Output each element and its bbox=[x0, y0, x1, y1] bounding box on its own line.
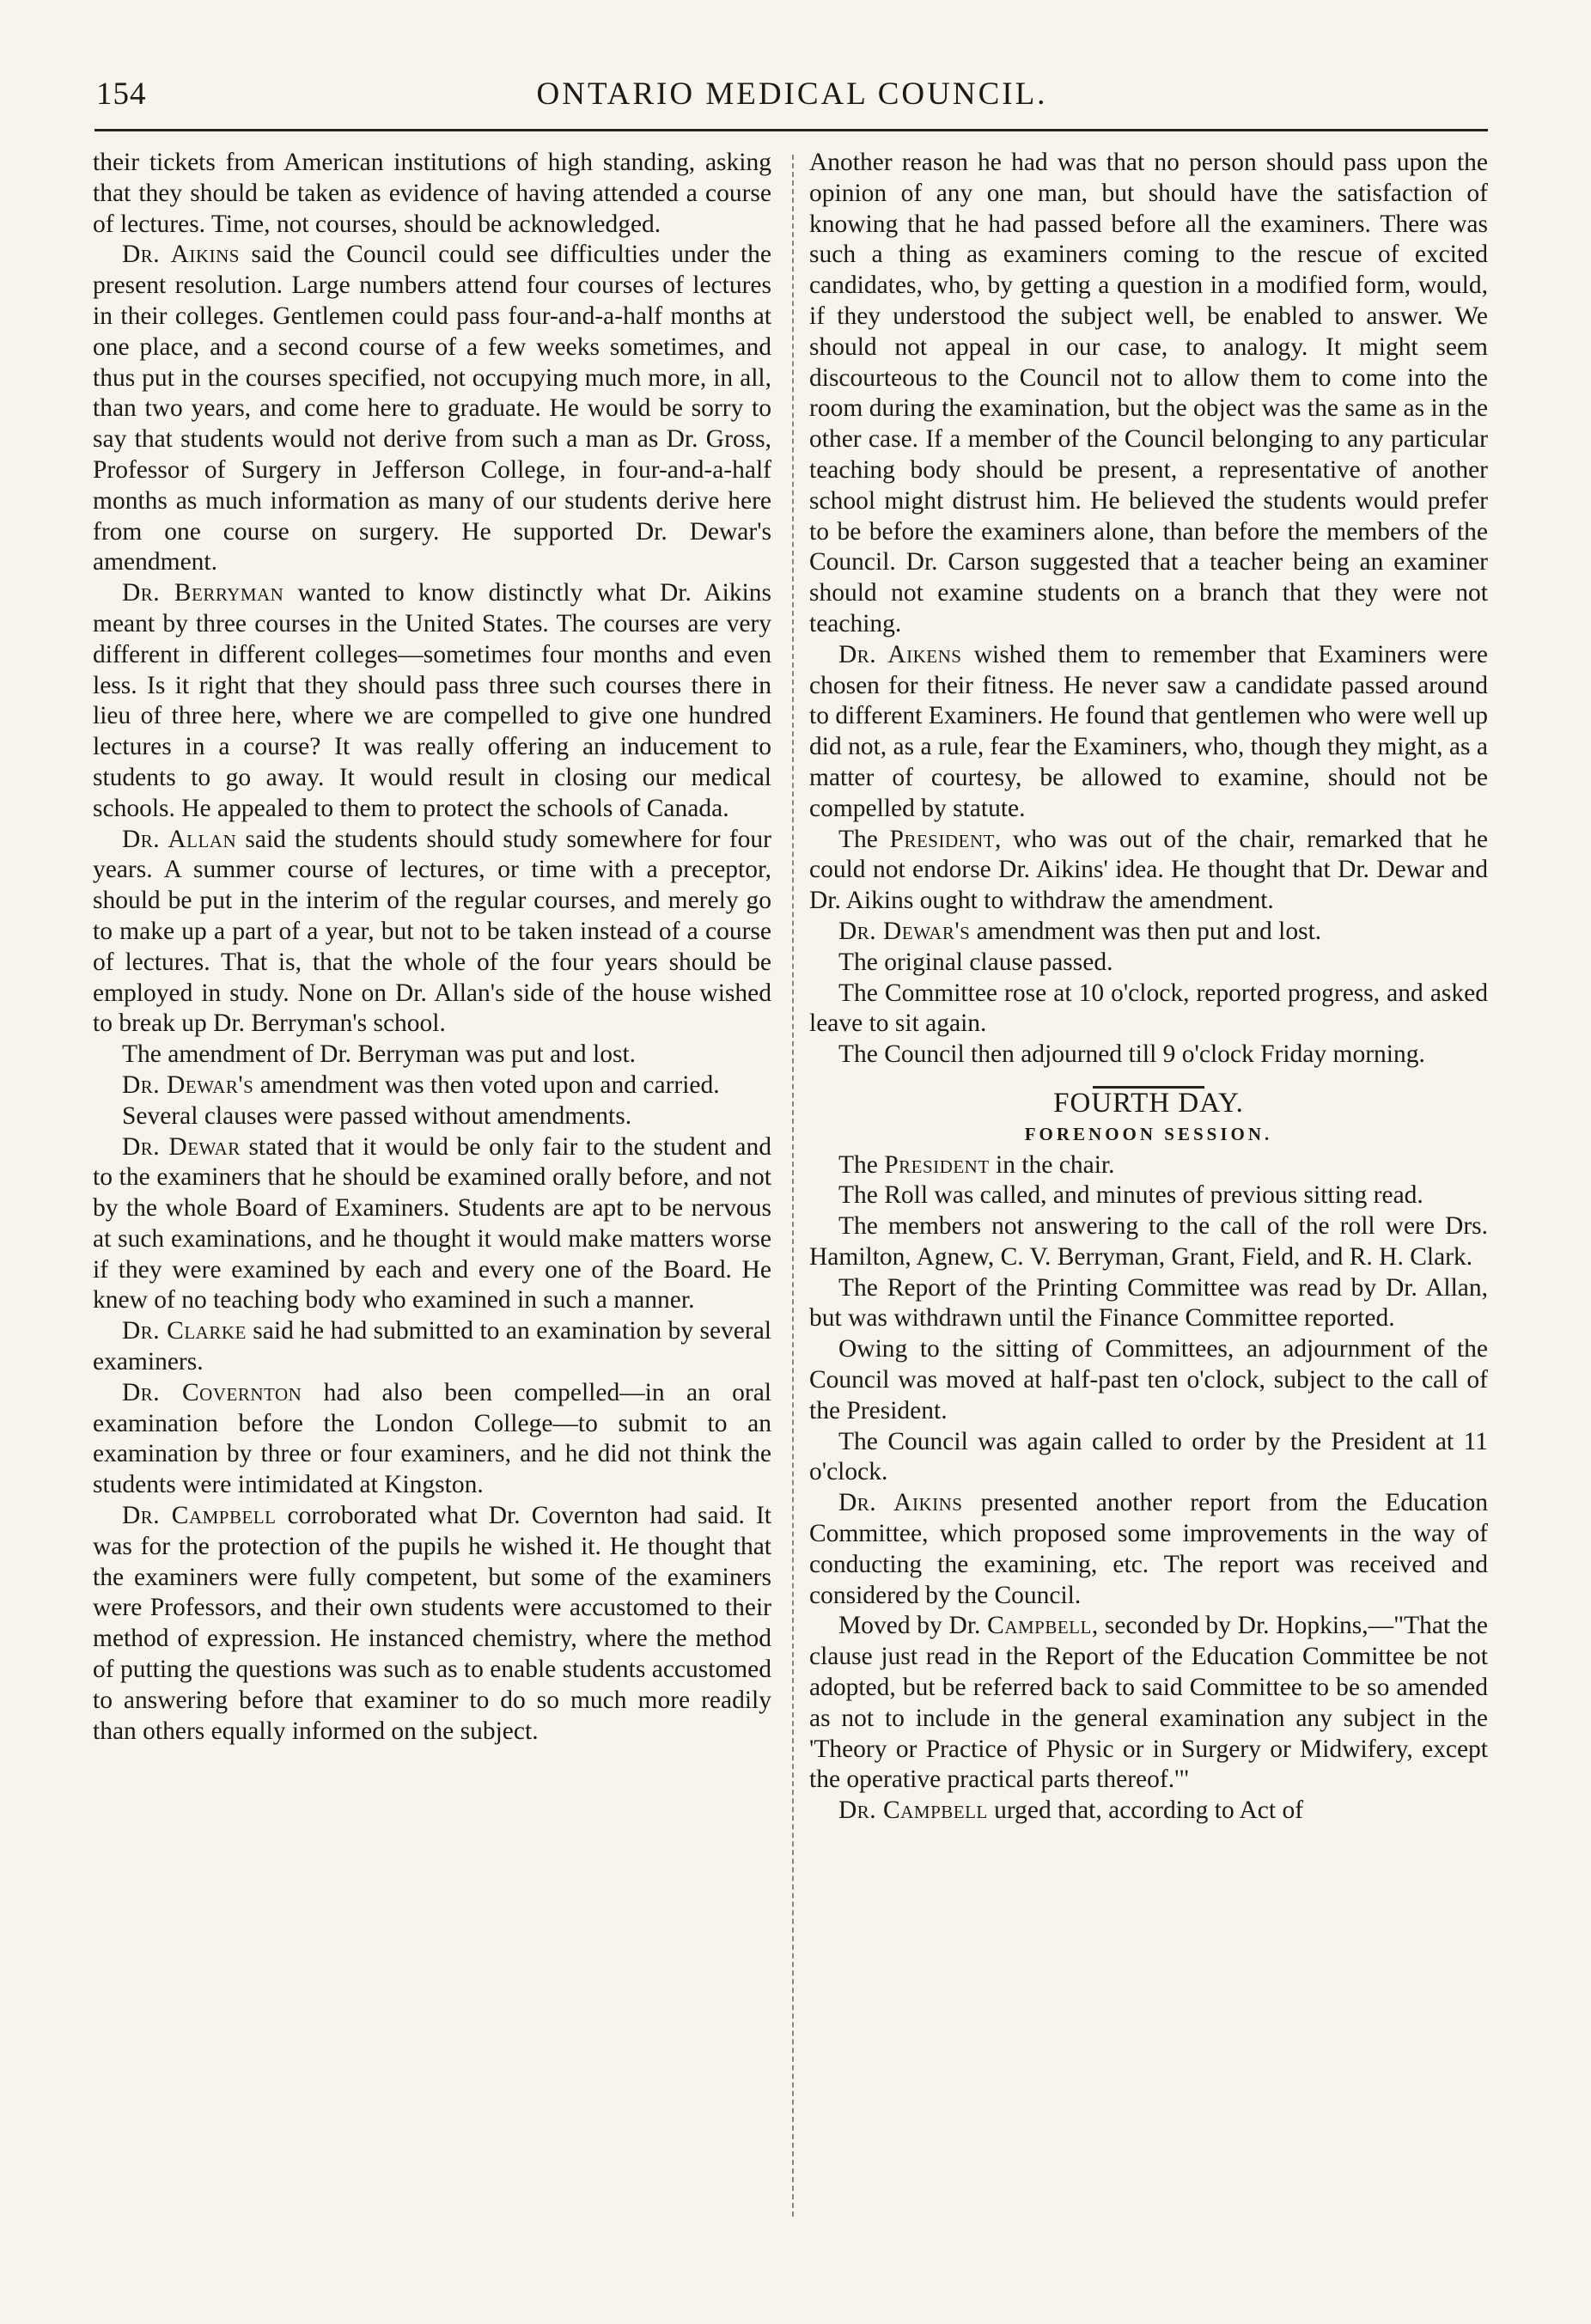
paragraph-text: stated that it would be only fair to the student and to the examiners that he should be examined orally before, and not by the whole Board of Examiners. Students are apt to be nervous at such examinations, and he thought it would make matters worse if they were examined by each and every one of the Board. He knew of no teaching body who examined in such a manner. bbox=[93, 1132, 771, 1314]
paragraph-text: The Roll was called, and minutes of previous sitting read. bbox=[838, 1181, 1423, 1210]
speaker-name: Dr. Dewar's bbox=[838, 917, 971, 945]
paragraph-text: The Council was again called to order by the President at 11 o'clock. bbox=[809, 1427, 1488, 1486]
paragraph-text: their tickets from American institutions of high standing, asking that they should be taken as evidence of having attended a course of lectures. Time, not courses, should be acknowledged. bbox=[93, 149, 771, 238]
paragraph bbox=[809, 948, 1488, 979]
paragraph bbox=[809, 1796, 1488, 1827]
speaker-name: Dr. Campbell bbox=[122, 1502, 277, 1530]
paragraph bbox=[809, 1488, 1488, 1611]
paragraph bbox=[93, 1378, 771, 1501]
running-title: ONTARIO MEDICAL COUNCIL. bbox=[536, 76, 1048, 112]
paragraph bbox=[809, 1040, 1488, 1071]
paragraph-text: presented another report from the Education Committee, which proposed some improvements in the way of conducting the examining, etc. The report was received and considered by the Council. bbox=[809, 1489, 1489, 1609]
paragraph bbox=[809, 825, 1488, 917]
paragraph bbox=[809, 640, 1488, 825]
paragraph bbox=[809, 1611, 1488, 1796]
paragraph bbox=[93, 825, 771, 1040]
speaker-name: President bbox=[889, 825, 995, 853]
paragraph bbox=[93, 1071, 771, 1101]
paragraph-text: amendment was then put and lost. bbox=[970, 917, 1322, 945]
header-rule bbox=[94, 129, 1488, 131]
paragraph bbox=[809, 1180, 1488, 1211]
paragraph bbox=[809, 1150, 1488, 1181]
paragraph-text: Moved by Dr. bbox=[838, 1612, 988, 1640]
paragraph bbox=[93, 1501, 771, 1747]
paragraph-text: The Council then adjourned till 9 o'clock Friday morning. bbox=[838, 1040, 1425, 1069]
paragraph bbox=[93, 578, 771, 824]
paragraph bbox=[93, 1132, 771, 1317]
paragraph-text: had also been compelled—in an oral examination before the London College—to submit to an examination by three or four examiners, and he did not think the students were intimidated at Kingston. bbox=[93, 1378, 771, 1499]
paragraph bbox=[809, 1427, 1488, 1489]
speaker-name: Dr. Aikins bbox=[122, 241, 240, 269]
page-header bbox=[96, 76, 1488, 127]
paragraph bbox=[93, 240, 771, 578]
paragraph bbox=[809, 1334, 1488, 1426]
speaker-name: President bbox=[884, 1150, 990, 1179]
right-column-proceedings bbox=[809, 148, 1488, 1071]
right-column bbox=[809, 148, 1488, 1827]
paragraph bbox=[809, 917, 1488, 948]
speaker-name: Campbell bbox=[987, 1612, 1092, 1640]
paragraph bbox=[809, 148, 1488, 640]
paragraph-text: , seconded by Dr. Hopkins,—"That the clause just read in the Report of the Education Committee be not adopted, but be referred back to said Committee to be so amended as not to include in the general examination any subject in the 'Theory or Practice of Physic or in Surgery or Midwifery, except the operative practical parts thereof.'" bbox=[809, 1612, 1488, 1794]
paragraph-text: said the students should study somewhere for four years. A summer course of lectures, or time with a preceptor, should be put in the interim of the regular courses, and merely go to make up a part of a year, but not to be taken instead of a course of lectures. That is, that the whole of the four years should be employed in study. None on Dr. Allan's side of the house wished to break up Dr. Berryman's school. bbox=[93, 825, 771, 1038]
speaker-name: Dr. Berryman bbox=[122, 579, 284, 607]
paragraph-text: The members not answering to the call of the roll were Drs. Hamilton, Agnew, C. V. Berryman, Grant, Field, and R. H. Clark. bbox=[809, 1212, 1488, 1271]
paragraph-text: urged that, according to Act of bbox=[987, 1796, 1304, 1825]
page-number: 154 bbox=[96, 76, 147, 112]
paragraph-text: The original clause passed. bbox=[838, 948, 1113, 976]
speaker-name: Dr. Aikens bbox=[838, 640, 962, 668]
paragraph-text: The Report of the Printing Committee was read by Dr. Allan, but was withdrawn until the Finance Committee reported. bbox=[809, 1273, 1488, 1333]
paragraph-text: , who was out of the chair, remarked that he could not endorse Dr. Aikins' idea. He thought that Dr. Dewar and Dr. Aikins ought to withdraw the amendment. bbox=[809, 825, 1488, 915]
section-heading: FOURTH DAY. bbox=[1053, 1087, 1244, 1119]
paragraph-text: amendment was then voted upon and carried. bbox=[253, 1071, 720, 1099]
paragraph-text: in the chair. bbox=[989, 1150, 1115, 1179]
section-subheading: FORENOON SESSION. bbox=[1024, 1123, 1273, 1144]
paragraph bbox=[809, 1211, 1488, 1273]
speaker-name: Dr. Covernton bbox=[122, 1378, 302, 1406]
paragraph bbox=[93, 1040, 771, 1071]
right-column-fourth-day bbox=[809, 1150, 1488, 1827]
paragraph bbox=[93, 148, 771, 240]
paragraph-text: The bbox=[838, 1150, 885, 1179]
paragraph bbox=[809, 1273, 1488, 1335]
paragraph bbox=[809, 979, 1488, 1040]
paragraph-text: The bbox=[838, 825, 890, 853]
paragraph-text: corroborated what Dr. Covernton had said. It was for the protection of the pupils he wished it. He thought that the examiners were fully competent, but some of the examiners were Professors, and their own students were accustomed to their method of expression. He instanced chemistry, where the method of putting the questions was such as to enable students accustomed to answering before that examiner to do so much more readily than others equally informed on the subject. bbox=[93, 1502, 771, 1745]
paragraph-text: wanted to know distinctly what Dr. Aikins meant by three courses in the United States. The courses are very different in different colleges—sometimes four months and even less. Is it right that they should pass three such courses there in lieu of three here, where we are compelled to give one hundred lectures in a course? It was really offering an inducement to students to go away. It would result in closing our medical schools. He appealed to them to protect the schools of Canada. bbox=[93, 579, 771, 822]
paragraph-text: The amendment of Dr. Berryman was put and lost. bbox=[122, 1040, 637, 1069]
column-divider bbox=[792, 155, 794, 2217]
speaker-name: Dr. Clarke bbox=[122, 1317, 247, 1345]
paragraph-text: said he had submitted to an examination by several examiners. bbox=[93, 1317, 771, 1376]
paragraph-text: Several clauses were passed without amendments. bbox=[122, 1101, 632, 1130]
paragraph-text: said the Council could see difficulties under the present resolution. Large numbers attend four courses of lectures in their colleges. Gentlemen could pass four-and-a-half months at one place, and a second course of a few weeks sometimes, and thus put in the courses specified, not occupying much more, in all, than two years, and come here to graduate. He would be sorry to say that students would not derive from such a man as Dr. Gross, Professor of Surgery in Jefferson College, in four-and-a-half months as much information as many of our students derive here from one course on surgery. He supported Dr. Dewar's amendment. bbox=[93, 241, 771, 576]
paragraph bbox=[93, 1316, 771, 1378]
paragraph-text: The Committee rose at 10 o'clock, reported progress, and asked leave to sit again. bbox=[809, 979, 1488, 1038]
paragraph-text: wished them to remember that Examiners were chosen for their fitness. He never saw a candidate passed around to different Examiners. He found that gentlemen who were well up did not, as a rule, fear the Examiners, who, though they might, as a matter of courtesy, be allowed to examine, should not be compelled by statute. bbox=[809, 640, 1488, 822]
speaker-name: Dr. Dewar's bbox=[122, 1071, 254, 1099]
speaker-name: Dr. Dewar bbox=[122, 1132, 241, 1161]
paragraph-text: Another reason he had was that no person should pass upon the opinion of any one man, but should have the satisfaction of knowing that he had passed before all the examiners. There was such a thing as examiners coming to the rescue of excited candidates, who, by getting a question in a modified form, would, if they understood the subject well, be enabled to answer. We should not appeal in our case, to analogy. It might seem discourteous to the Council not to allow them to come into the room during the examination, but the object was the same as in the other case. If a member of the Council belonging to any particular teaching body should be present, a representative of another school might distrust him. He believed the students would prefer to be before the examiners alone, than before the members of the Council. Dr. Carson suggested that a teacher being an examiner should not examine students on a branch that they were not teaching. bbox=[809, 149, 1488, 637]
paragraph-text: Owing to the sitting of Committees, an adjournment of the Council was moved at half-past ten o'clock, subject to the call of the President. bbox=[809, 1335, 1488, 1424]
speaker-name: Dr. Campbell bbox=[838, 1796, 988, 1825]
speaker-name: Dr. Allan bbox=[122, 825, 237, 853]
speaker-name: Dr. Aikins bbox=[838, 1489, 963, 1517]
left-column bbox=[93, 148, 771, 1747]
paragraph bbox=[93, 1101, 771, 1132]
